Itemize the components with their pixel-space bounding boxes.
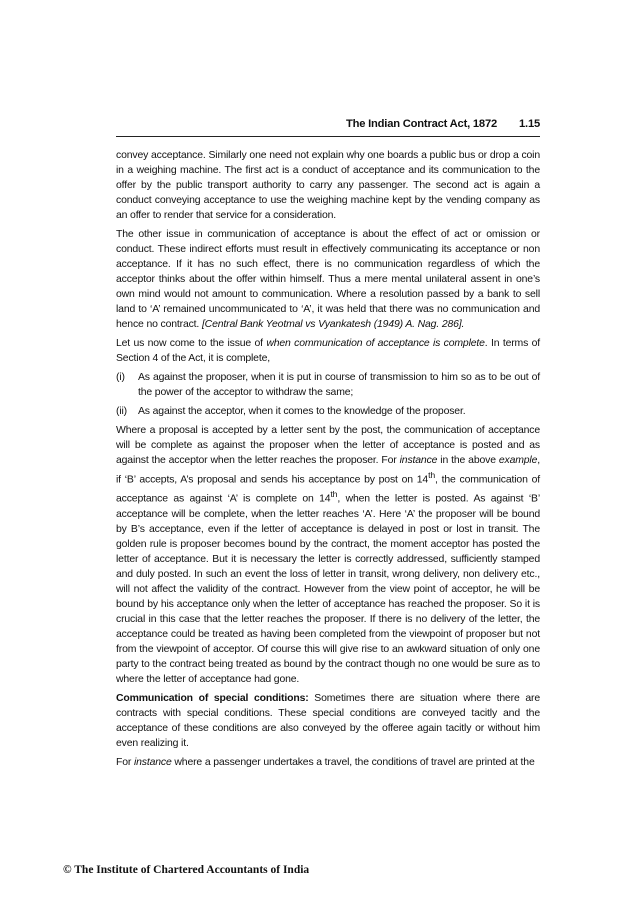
list-item-text: As against the proposer, when it is put in course of transmission to him so as to be out of the power of the acceptor to withdraw the same;	[138, 372, 540, 398]
paragraph-7: For instance where a passenger undertakes a travel, the conditions of travel are printed at the	[116, 756, 535, 768]
paragraph-1: convey acceptance. Similarly one need not explain why one boards a public bus or drop a coin in a weighing machine. The first act is a conduct of acceptance and its communication to the offer by the public transport authority to carry any passenger. The second act is again a conduct conveying acceptance to use the weighing machine kept by the vending company as an offer to render that service for a consideration.	[116, 150, 540, 221]
header-title: The Indian Contract Act, 1872	[345, 118, 498, 130]
section-heading: Communication of special conditions:	[116, 692, 309, 704]
paragraph-3: Let us now come to the issue of when communication of acceptance is complete. In terms of Section 4 of the Act, it is complete,	[116, 338, 540, 364]
paragraph-6: Communication of special conditions: Sometimes there are situation where there are contracts with special conditions. These special conditions are conveyed tacitly and the acceptance of these conditions are also conveyed by the offeree again tacitly or without him even realizing it.	[116, 692, 540, 749]
case-citation: [Central Bank Yeotmal vs Vyankatesh (1949) A. Nag. 286].	[201, 319, 465, 330]
page-number: 1.15	[519, 118, 540, 130]
list-item	[116, 404, 540, 419]
list-item-text: As against the acceptor, when it comes to the knowledge of the proposer.	[138, 406, 466, 417]
paragraph-2: The other issue in communication of acceptance is about the effect of act or omission or conduct. These indirect efforts must result in effectively communicating its acceptance or non acceptance. If it has no such effect, there is no communication regardless of which the acceptor thinks about the offer within himself. Thus a mere mental unilateral assent in one’s own mind would not amount to communication. Where a resolution passed by a bank to sell land to ‘A’ remained uncommunicated to ‘A’, it was held that there was no communication and hence no contract. [Central Bank Yeotmal vs Vyankatesh (1949) A. Nag. 286].	[116, 229, 540, 330]
list-item-number: (i)	[116, 372, 125, 383]
running-header	[116, 118, 540, 137]
body-text	[116, 148, 540, 774]
copyright-footer: © The Institute of Chartered Accountants of India	[63, 864, 310, 876]
list-item	[116, 370, 540, 400]
list-item-number: (ii)	[116, 406, 127, 417]
paragraph-5: Where a proposal is accepted by a letter sent by the post, the communication of acceptance will be complete as against the proposer when the letter of acceptance is posted and as against the acceptor when the letter reaches the proposer. For instance in the above example, if ‘B’ accepts, A’s proposal and sends his acceptance by post on 14th, the communication of acceptance as against ‘A’ is complete on 14th, when the letter is posted. As against ‘B’ acceptance will be complete, when the letter reaches ‘A’. Here ‘A’ the proposer will be bound by B’s acceptance, even if the letter of acceptance is delayed in post or lost in transit. The golden rule is proposer becomes bound by the contract, the moment acceptor has posted the letter of acceptance. But it is necessary the letter is correctly addressed, sufficiently stamped and duly posted. In such an event the loss of letter in transit, wrong delivery, non delivery etc., will not affect the validity of the contract. However from the view point of acceptor, he will be bound by his acceptance only when the letter of acceptance has reached the proposer. So it is crucial in this case that the letter reaches the proposer. If there is no delivery of the letter, the acceptance could be treated as having been completed from the viewpoint of proposer but not from the viewpoint of acceptor. Of course this will give rise to an awkward situation of only one party to the contract being treated as bound by the contract though no one would be sure as to where the letter of acceptance had gone.	[116, 425, 540, 685]
